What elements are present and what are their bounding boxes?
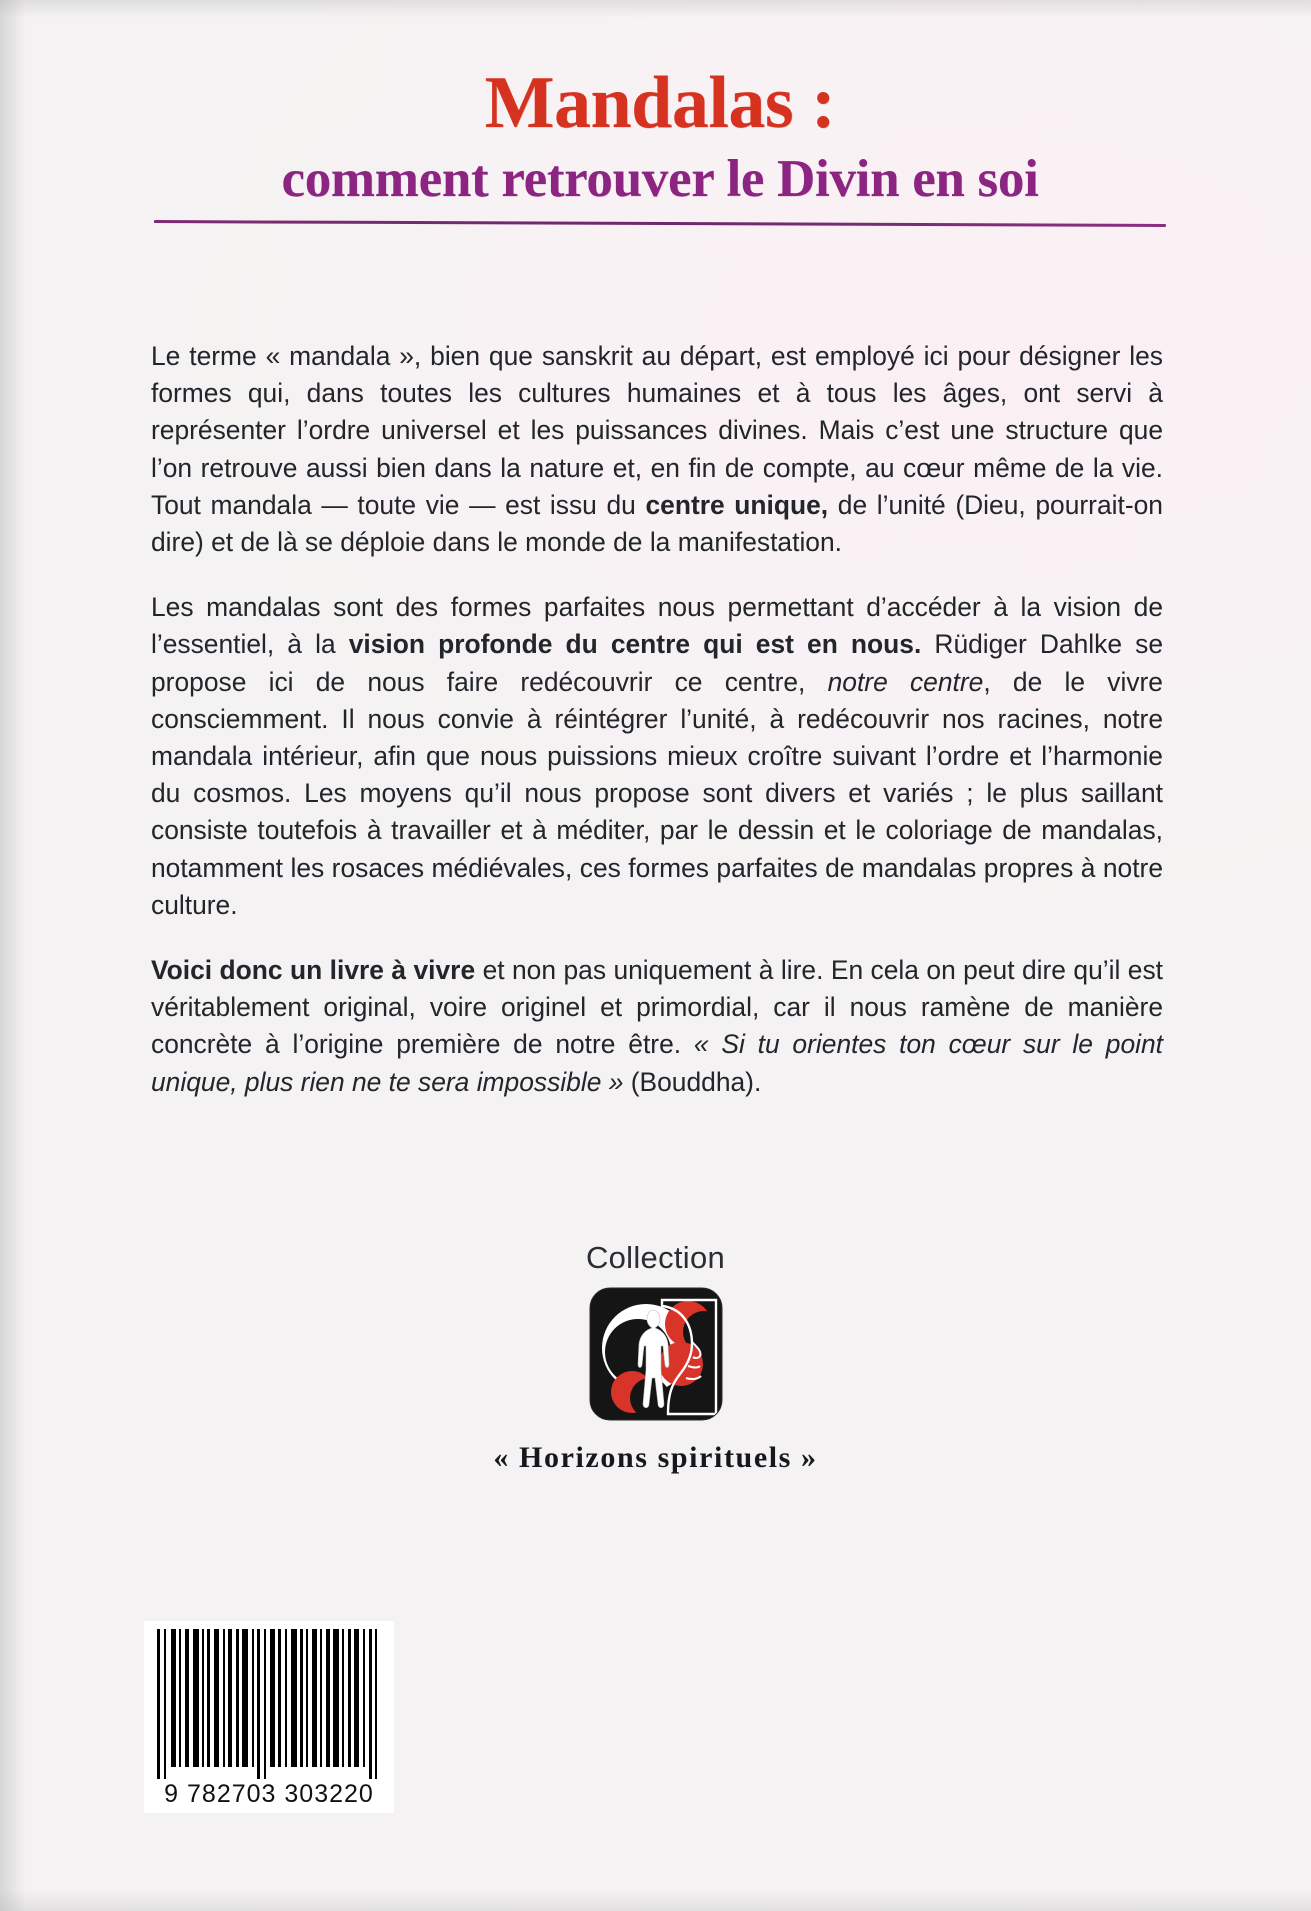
blurb-paragraph-3 xyxy=(151,952,1163,1101)
paragraph-2-italic-notre-centre: notre centre xyxy=(827,666,984,697)
title-block xyxy=(120,62,1200,225)
paragraph-3-attribution: (Bouddha). xyxy=(623,1066,762,1097)
back-cover-blurb xyxy=(151,338,1163,1101)
collection-label: Collection xyxy=(585,1240,726,1275)
paragraph-2-text-part-1: Les mandalas sont des formes parfaites nous permettant d’accéder à la vision de l’essentiel, à la xyxy=(151,592,1163,660)
collection-name: « Horizons spirituels » xyxy=(493,1441,818,1474)
paragraph-2-bold-vision-profonde: vision profonde du centre qui est en nous. xyxy=(348,629,922,660)
book-subtitle: comment retrouver le Divin en soi xyxy=(281,150,1039,208)
paragraph-3-bold-voici-donc: Voici donc un livre à vivre xyxy=(151,955,476,986)
blurb-paragraph-2 xyxy=(151,589,1163,924)
isbn-number: 9 782703 303220 xyxy=(164,1780,374,1808)
isbn-barcode xyxy=(144,1621,394,1813)
paragraph-1-text-part-1: Le terme « mandala », bien que sanskrit au départ, est employé ici pour désigner les formes qui, dans toutes les cultures humaines et à tous les âges, ont servi à représenter l’ordre universel et les puissances divines. Mais c’est une structure que l’on retrouve aussi bien dans la nature et, en fin de compte, au cœur même de la vie. Tout mandala — toute vie — est issu du xyxy=(151,341,1163,520)
paragraph-2-text-part-2: Rüdiger Dahlke se propose ici de nous faire redécouvrir ce centre, xyxy=(151,629,1164,697)
paragraph-3-buddha-quote: « Si tu orientes ton cœur sur le point unique, plus rien ne te sera impossible » xyxy=(151,1029,1163,1097)
publisher-logo xyxy=(588,1286,724,1422)
title-divider-rule xyxy=(154,220,1166,227)
paragraph-1-bold-centre-unique: centre unique, xyxy=(645,489,829,520)
barcode-bars xyxy=(153,1629,385,1779)
blurb-paragraph-1 xyxy=(151,338,1163,561)
paragraph-2-text-part-3: , de le vivre consciemment. Il nous convie à réintégrer l’unité, à redécouvrir nos racines, notre mandala intérieur, afin que nous puissions mieux croître suivant l’ordre et l’harmonie du cosmos. Les moyens qu’il nous propose sont divers et variés ; le plus saillant consiste toutefois à travailler et à méditer, par le dessin et le coloriage de mandalas, notamment les rosaces médiévales, ces formes parfaites de mandalas propres à notre culture. xyxy=(151,666,1163,920)
collection-block xyxy=(0,1240,1311,1475)
paragraph-3-text-part-1: et non pas uniquement à lire. En cela on peut dire qu’il est véritablement original, voire originel et primordial, car il nous ramène de manière concrète à l’origine première de notre être. xyxy=(151,955,1163,1060)
paragraph-1-text-part-2: de l’unité (Dieu, pourrait-on dire) et de là se déploie dans le monde de la manifestation. xyxy=(151,489,1163,558)
horizons-spirituels-logo-icon xyxy=(588,1286,724,1422)
book-title: Mandalas : xyxy=(484,62,836,144)
